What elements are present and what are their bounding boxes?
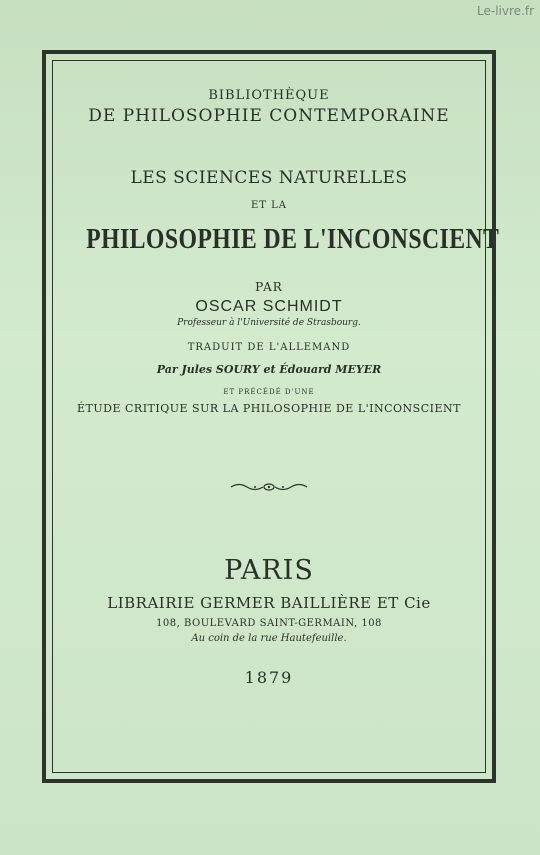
- imprint-city: PARIS: [224, 555, 314, 586]
- author-name: OSCAR SCHMIDT: [195, 298, 343, 315]
- publisher: LIBRAIRIE GERMER BAILLIÈRE ET Cie: [107, 594, 431, 612]
- cover-frame: [42, 50, 500, 783]
- title-line-2: ET LA: [250, 200, 287, 211]
- ornament-divider: [229, 481, 309, 493]
- cover-content: [46, 54, 500, 687]
- watermark: Le-livre.fr: [477, 4, 534, 18]
- preceded-title: ÉTUDE CRITIQUE SUR LA PHILOSOPHIE DE L'INCONSCIENT: [77, 402, 461, 415]
- main-title: PHILOSOPHIE DE L'INCONSCIENT: [86, 223, 500, 255]
- publisher-location-note: Au coin de la rue Hautefeuille.: [191, 633, 347, 644]
- byline-par: PAR: [255, 280, 283, 294]
- title-line-1: LES SCIENCES NATURELLES: [130, 168, 408, 188]
- series-line-1: BIBLIOTHÈQUE: [208, 88, 330, 103]
- preceded-label: ET PRÉCÉDÉ D'UNE: [223, 388, 315, 396]
- publisher-address: 108, BOULEVARD SAINT-GERMAIN, 108: [156, 618, 382, 629]
- series-line-2: DE PHILOSOPHIE CONTEMPORAINE: [88, 106, 450, 126]
- translators: Par Jules SOURY et Édouard MEYER: [156, 363, 382, 376]
- translation-label: TRADUIT DE L'ALLEMAND: [187, 342, 351, 353]
- author-role: Professeur à l'Université de Strasbourg.: [177, 318, 361, 328]
- publication-year: 1879: [244, 668, 294, 687]
